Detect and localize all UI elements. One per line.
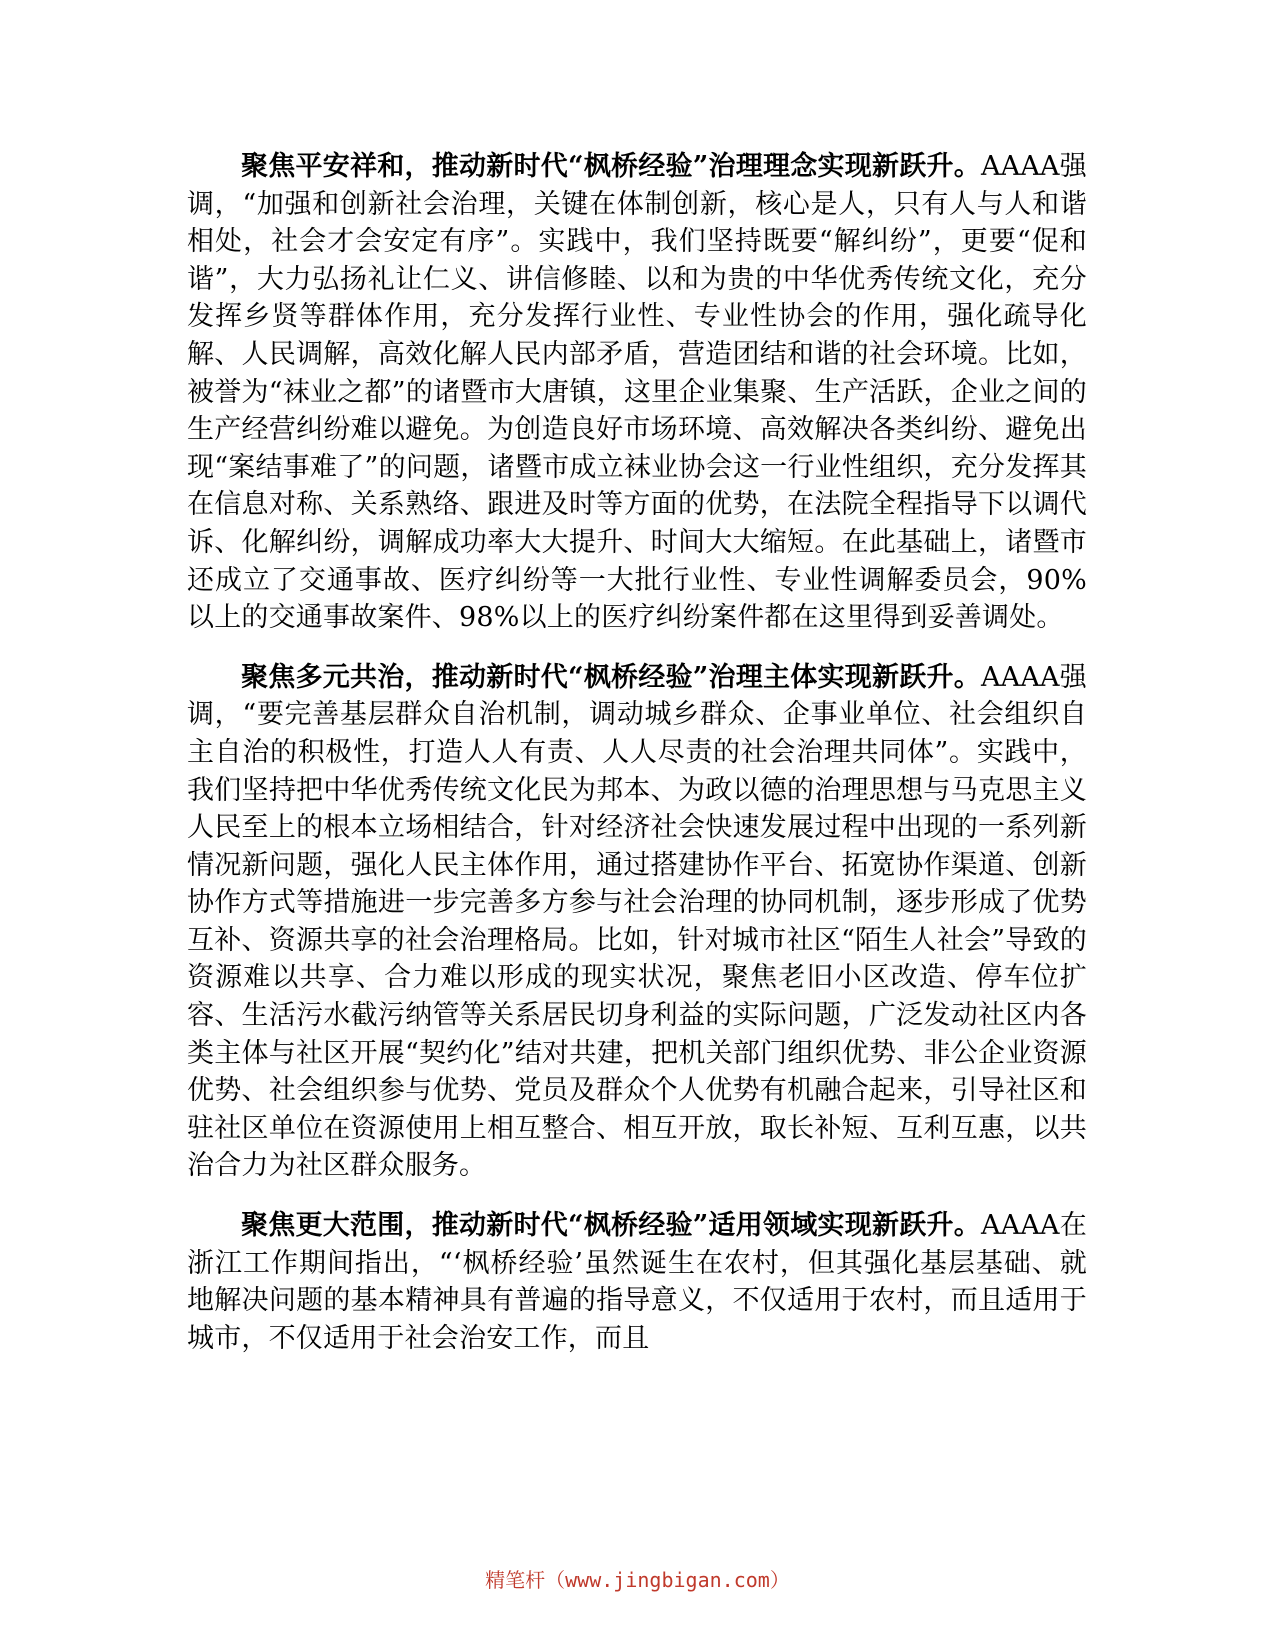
paragraph-1-heading: 聚焦平安祥和，推动新时代“枫桥经验”治理理念实现新跃升。 <box>241 151 981 182</box>
paragraph-3-text: AAAA在浙江工作期间指出，“‘枫桥经验’虽然诞生在农村，但其强化基层基础、就地解决问题的基本精神具有普遍的指导意义，不仅适用于农村，而且适用于城市，不仅适用于社会治安工作，而且 <box>187 1210 1087 1354</box>
paragraph-2 <box>187 659 1087 1185</box>
page-footer-watermark: 精笔杆（www.jingbigan.com） <box>485 1568 790 1592</box>
paragraph-2-text: AAAA强调，“要完善基层群众自治机制，调动城乡群众、企事业单位、社会组织自主自治的积极性，打造人人有责、人人尽责的社会治理共同体”。实践中，我们坚持把中华优秀传统文化民为邦本、为政以德的治理思想与马克思主义人民至上的根本立场相结合，针对经济社会快速发展过程中出现的一系列新情况新问题，强化人民主体作用，通过搭建协作平台、拓宽协作渠道、创新协作方式等措施进一步完善多方参与社会治理的协同机制，逐步形成了优势互补、资源共享的社会治理格局。比如，针对城市社区“陌生人社会”导致的资源难以共享、合力难以形成的现实状况，聚焦老旧小区改造、停车位扩容、生活污水截污纳管等关系居民切身利益的实际问题，广泛发动社区内各类主体与社区开展“契约化”结对共建，把机关部门组织优势、非公企业资源优势、社会组织参与优势、党员及群众个人优势有机融合起来，引导社区和驻社区单位在资源使用上相互整合、相互开放，取长补短、互利互惠，以共治合力为社区群众服务。 <box>187 661 1087 1182</box>
paragraph-1-text: AAAA强调，“加强和创新社会治理，关键在体制创新，核心是人，只有人与人和谐相处，社会才会安定有序”。实践中，我们坚持既要“解纠纷”，更要“促和谐”，大力弘扬礼让仁义、讲信修睦、以和为贵的中华优秀传统文化，充分发挥乡贤等群体作用，充分发挥行业性、专业性协会的作用，强化疏导化解、人民调解，高效化解人民内部矛盾，营造团结和谐的社会环境。比如，被誉为“袜业之都”的诸暨市大唐镇，这里企业集聚、生产活跃，企业之间的生产经营纠纷难以避免。为创造良好市场环境、高效解决各类纠纷、避免出现“案结事难了”的问题，诸暨市成立袜业协会这一行业性组织，充分发挥其在信息对称、关系熟络、跟进及时等方面的优势，在法院全程指导下以调代诉、化解纠纷，调解成功率大大提升、时间大大缩短。在此基础上，诸暨市还成立了交通事故、医疗纠纷等一大批行业性、专业性调解委员会，90%以上的交通事故案件、98%以上的医疗纠纷案件都在这里得到妥善调处。 <box>187 151 1087 634</box>
document-body <box>187 148 1087 1379</box>
paragraph-2-heading: 聚焦多元共治，推动新时代“枫桥经验”治理主体实现新跃升。 <box>241 661 981 693</box>
paragraph-3 <box>187 1207 1087 1357</box>
paragraph-3-heading: 聚焦更大范围，推动新时代“枫桥经验”适用领域实现新跃升。 <box>241 1210 981 1242</box>
paragraph-1 <box>187 148 1087 637</box>
